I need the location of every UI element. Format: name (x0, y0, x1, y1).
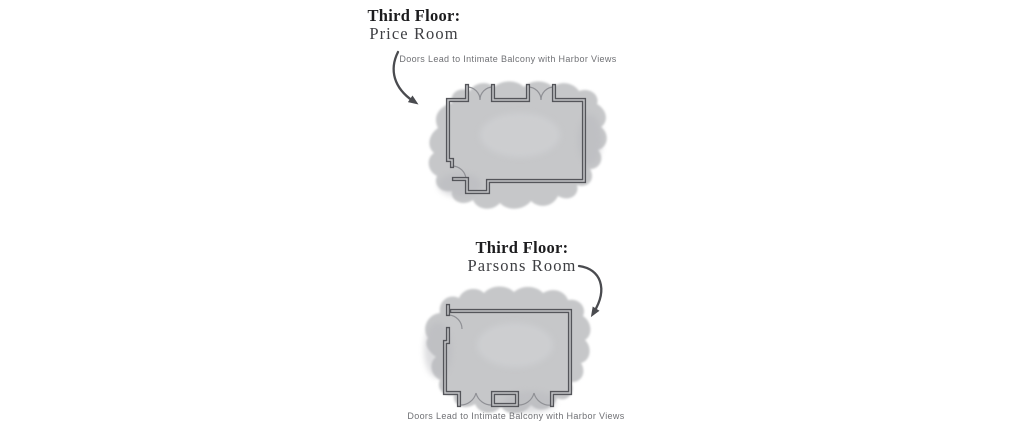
parsons-room-floorplan (424, 287, 590, 414)
price-room-heading (324, 7, 504, 44)
parsons-room-heading (432, 239, 612, 276)
parsons-blob-highlight (477, 323, 553, 367)
parsons-heading-floor: Third Floor: (475, 238, 569, 257)
price-heading-room: Price Room (369, 24, 459, 44)
price-blob-shade (578, 114, 602, 166)
parsons-heading-room: Parsons Room (467, 256, 577, 276)
price-room-floorplan (429, 81, 607, 208)
price-blob-highlight (480, 113, 560, 157)
price-room-caption: Doors Lead to Intimate Balcony with Harbor Views (399, 54, 617, 64)
parsons-room-caption: Doors Lead to Intimate Balcony with Harbor Views (407, 411, 625, 421)
price-heading-floor: Third Floor: (367, 6, 461, 25)
